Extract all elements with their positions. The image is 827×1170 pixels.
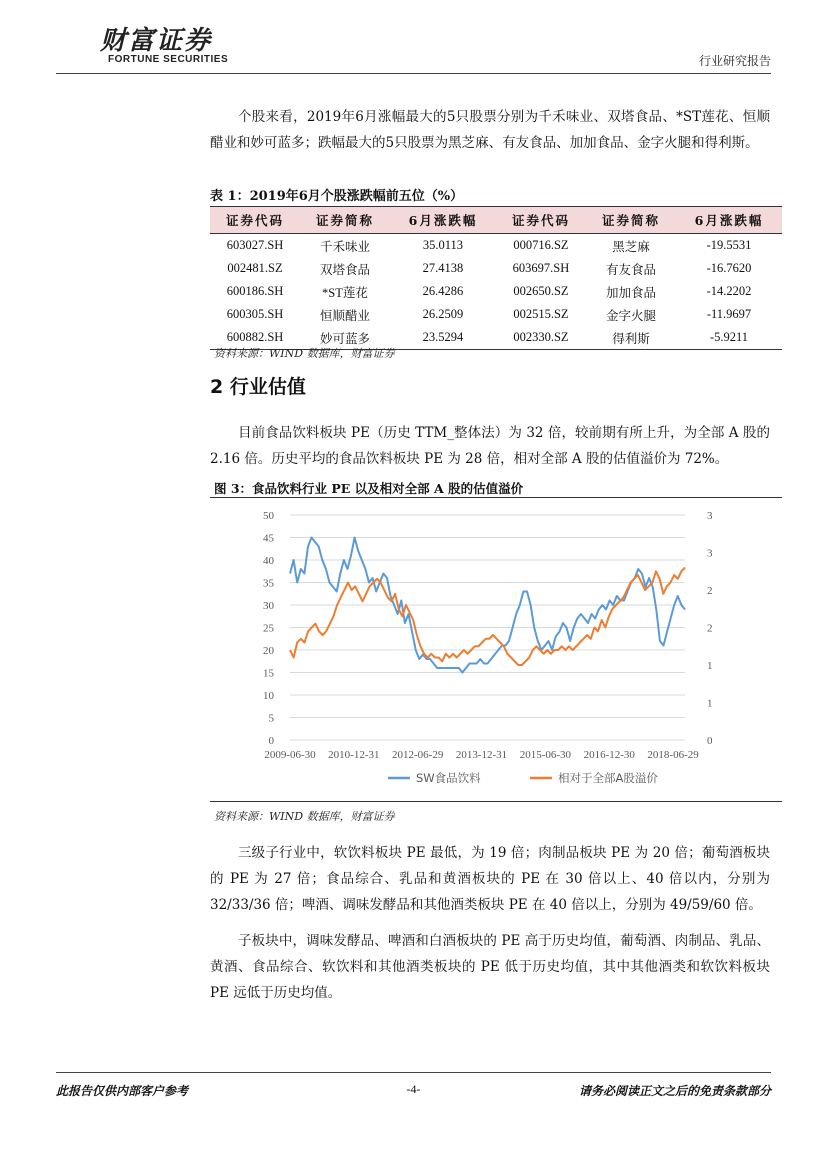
table-cell: 002481.SZ (227, 261, 283, 275)
table-cell: 35.0113 (422, 238, 464, 252)
table-cell: 603697.SH (512, 261, 570, 275)
section-title: 2 行业估值 (210, 376, 306, 398)
x-tick-label: 2018-06-29 (647, 749, 699, 761)
table1-source: 资料来源：WIND 数据库，财富证券 (214, 347, 395, 360)
subindustry-paragraph: 三级子行业中，软饮料板块 PE 最低，为 19 倍；肉制品板块 PE 为 20 倍；葡萄酒板块的 PE 为 27 倍；食品综合、乳品和黄酒板块的 PE 在 30 倍以上、40 倍以内，分别为 32/33/36 倍；啤酒、调味发酵品和其他酒类板块 PE 在 40 倍以上，分别为 49/59/60 倍。 (210, 845, 770, 913)
table-cell: *ST莲花 (322, 285, 368, 300)
y-right-tick-label: 3 (707, 510, 713, 522)
table-cell: 加加食品 (605, 285, 656, 300)
brand-logo-cn: 财富证券 (100, 26, 213, 56)
table-cell: -19.5531 (706, 238, 752, 252)
y-right-tick-label: 2 (707, 585, 713, 597)
table-cell: 恒顺醋业 (319, 308, 370, 323)
table-cell: 27.4138 (422, 261, 464, 275)
page-number: -4- (406, 1082, 421, 1096)
table-cell: 600305.SH (226, 307, 284, 321)
table-cell: 002330.SZ (496, 326, 586, 350)
table-cell: 黑芝麻 (612, 239, 650, 254)
col-header: 证券简称 (300, 207, 390, 234)
y-right-tick-label: 3 (707, 547, 713, 560)
table-cell: 妙可蓝多 (300, 326, 390, 350)
footer-notice: 请务必阅读正文之后的免责条款部分 (578, 1084, 771, 1098)
table-cell: 000716.SZ (513, 238, 569, 252)
col-header: 证券简称 (586, 207, 676, 234)
table-cell: 603027.SH (226, 238, 284, 252)
table-cell: 金字火腿 (605, 308, 656, 323)
x-tick-label: 2015-06-30 (519, 749, 572, 761)
legend-label: 相对于全部A股溢价 (558, 771, 658, 785)
table-row (210, 280, 782, 303)
table-row (210, 303, 782, 326)
y-left-tick-label: 5 (268, 712, 274, 725)
x-tick-label: 2016-12-30 (583, 749, 635, 761)
intro-paragraph: 个股来看，2019年6月涨幅最大的5只股票分别为千禾味业、双塔食品、*ST莲花、恒顺醋业和妙可蓝多；跌幅最大的5只股票为黑芝麻、有友食品、加加食品、金字火腿和得利斯。 (210, 109, 770, 151)
table-cell: 002515.SZ (513, 307, 569, 321)
figure3-source: 资料来源：WIND 数据库，财富证券 (214, 810, 395, 823)
table-cell: 002650.SZ (513, 284, 569, 298)
figure3-title: 图 3：食品饮料行业 PE 以及相对全部 A 股的估值溢价 (214, 481, 524, 496)
col-header: 证券代码 (210, 207, 300, 234)
table-cell: 千禾味业 (319, 239, 370, 254)
table-cell: -16.7620 (706, 261, 752, 275)
y-left-tick-label: 20 (263, 645, 274, 657)
x-tick-label: 2009-06-30 (264, 749, 316, 761)
legend-label: SW食品饮料 (416, 771, 481, 785)
table-row (210, 257, 782, 280)
table-cell: 双塔食品 (319, 262, 370, 277)
table-cell: 26.4286 (422, 284, 464, 298)
footer-disclaimer: 此报告仅供内部客户参考 (56, 1084, 189, 1098)
x-tick-label: 2013-12-31 (455, 749, 508, 761)
table-cell: -5.9211 (676, 326, 782, 350)
table-header-row (210, 207, 782, 234)
brand-logo-en: FORTUNE SECURITIES (108, 54, 229, 65)
subsector-paragraph: 子板块中，调味发酵品、啤酒和白酒板块的 PE 高于历史均值，葡萄酒、肉制品、乳品、黄酒、食品综合、软饮料和其他酒类板块的 PE 低于历史均值，其中其他酒类和软饮料板块 PE 远低于历史均值。 (210, 933, 770, 1001)
header-divider (56, 73, 771, 74)
y-left-tick-label: 50 (263, 510, 274, 522)
table-cell: 600186.SH (226, 284, 284, 298)
y-right-tick-label: 0 (707, 735, 713, 747)
y-left-tick-label: 35 (263, 577, 274, 590)
figure-top-rule (210, 497, 782, 498)
table-cell: 600882.SH (210, 326, 300, 350)
y-right-tick-label: 2 (707, 622, 713, 635)
col-header: 6月涨跌幅 (390, 207, 496, 234)
stock-ranking-table (210, 206, 782, 350)
table-cell: 得利斯 (586, 326, 676, 350)
y-left-tick-label: 0 (268, 735, 274, 747)
table1-title: 表 1：2019年6月个股涨跌幅前五位（%） (210, 189, 464, 204)
col-header: 6月涨跌幅 (676, 207, 782, 234)
x-tick-label: 2010-12-31 (328, 749, 380, 761)
report-type-label: 行业研究报告 (698, 54, 771, 68)
y-left-tick-label: 15 (263, 667, 274, 680)
y-right-tick-label: 1 (707, 697, 713, 710)
y-left-tick-label: 40 (263, 555, 274, 567)
figure-bottom-rule (210, 801, 782, 802)
footer-divider (56, 1072, 771, 1073)
y-right-tick-label: 1 (707, 660, 713, 672)
table-cell: -11.9697 (706, 307, 752, 321)
table-cell: 有友食品 (605, 262, 656, 277)
y-left-tick-label: 10 (263, 690, 274, 702)
y-left-tick-label: 25 (263, 622, 274, 635)
y-left-tick-label: 30 (263, 600, 274, 612)
valuation-paragraph: 目前食品饮料板块 PE（历史 TTM_整体法）为 32 倍，较前期有所上升，为全部 A 股的 2.16 倍。历史平均的食品饮料板块 PE 为 28 倍，相对全部 A 股的估值溢价为 72%。 (210, 425, 770, 467)
table-cell: 26.2509 (422, 307, 464, 321)
pe-premium-line-chart (210, 500, 782, 800)
table-cell: 23.5294 (390, 326, 496, 350)
y-left-tick-label: 45 (263, 532, 274, 545)
col-header: 证券代码 (496, 207, 586, 234)
table-row (210, 234, 782, 258)
x-tick-label: 2012-06-29 (392, 749, 444, 761)
table-cell: -14.2202 (706, 284, 752, 298)
